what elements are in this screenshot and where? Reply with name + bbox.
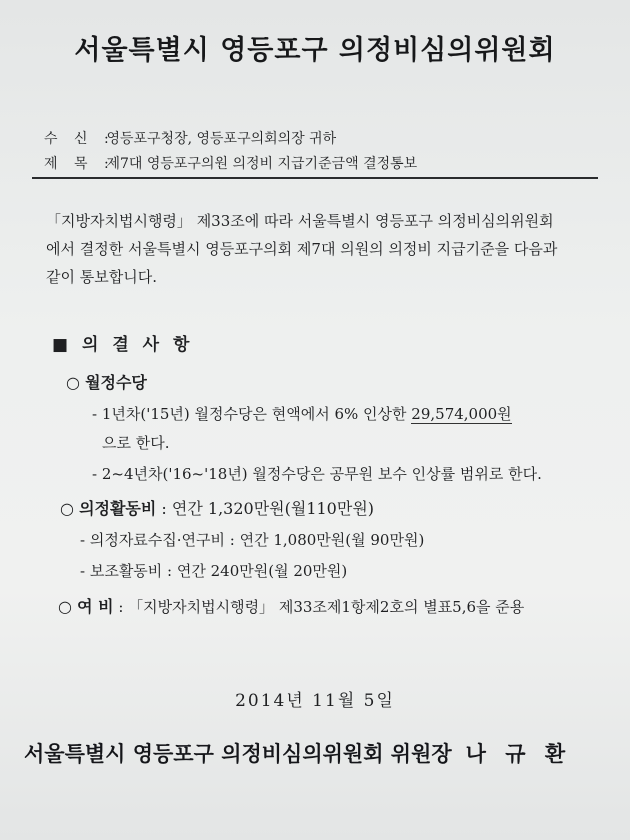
header-divider [32, 177, 598, 179]
monthly-sub-2: - 2~4년차('16~'18년) 월정수당은 공무원 보수 인상률 범위로 한다. [92, 465, 542, 483]
activity-sub-2: - 보조활동비 : 연간 240만원(월 20만원) [80, 562, 348, 580]
recipient-value: 영등포구청장, 영등포구의회의장 귀하 [106, 131, 337, 147]
monthly-amount: 29,574,000원 [411, 405, 512, 423]
travel-value: : 「지방자치법시행령」 제33조제1항제2호의 별표5,6을 준용 [113, 598, 525, 616]
document-date: 2014년 11월 5일 [235, 691, 395, 711]
subject-value: 제7대 영등포구의원 의정비 지급기준금액 결정통보 [106, 156, 418, 172]
monthly-sub-1 [92, 403, 512, 424]
body-line-2: 에서 결정한 서울특별시 영등포구의회 제7대 의원의 의정비 지급기준을 다음과 [46, 240, 558, 258]
subject-row [44, 153, 417, 173]
activity-bullet: ○ [60, 499, 74, 518]
item-travel [58, 594, 524, 617]
item-activity [60, 496, 374, 519]
footer-chair-name: 나 규 환 [465, 742, 572, 766]
signature-line [24, 738, 571, 768]
document-title: 서울특별시 영등포구 의정비심의위원회 [74, 35, 556, 66]
item-monthly [66, 370, 147, 393]
activity-sub-1: - 의정자료수집·연구비 : 연간 1,080만원(월 90만원) [80, 531, 425, 549]
travel-title: 여 비 [77, 597, 114, 616]
monthly-sub-1-cont: 으로 한다. [102, 434, 170, 452]
monthly-sub-1-text: - 1년차('15년) 월정수당은 현액에서 6% 인상한 [92, 405, 412, 423]
activity-title: 의정활동비 [79, 499, 157, 518]
body-line-3: 같이 통보합니다. [46, 268, 157, 286]
monthly-bullet: ○ [66, 373, 80, 392]
footer-organization: 서울특별시 영등포구 의정비심의위원회 위원장 [24, 742, 452, 766]
monthly-title: 월정수당 [85, 373, 147, 392]
subject-label: 제 목 : [44, 156, 115, 172]
body-paragraph [46, 207, 606, 291]
section-title: ■ 의 결 사 항 [52, 335, 194, 355]
activity-value: : 연간 1,320만원(월110만원) [156, 499, 375, 518]
body-line-1: 「지방자치법시행령」 제33조에 따라 서울특별시 영등포구 의정비심의위원회 [46, 212, 554, 230]
travel-bullet: ○ [58, 597, 72, 616]
recipient-label: 수 신 : [44, 131, 115, 147]
recipient-row [44, 128, 336, 148]
